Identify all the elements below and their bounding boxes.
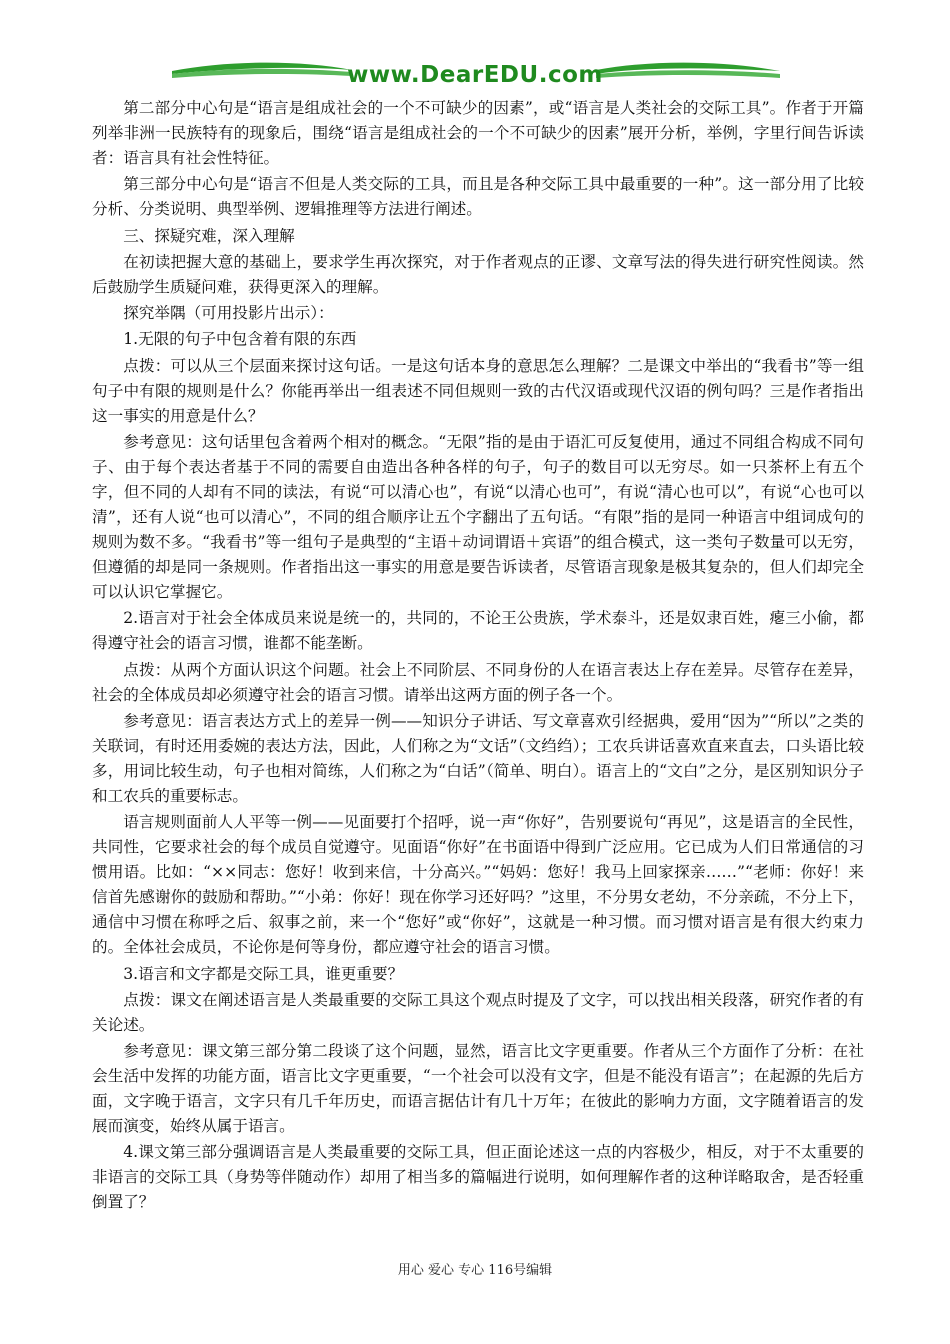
question-heading: 2.语言对于社会全体成员来说是统一的，共同的，不论王公贵族，学术泰斗，还是奴隶百姓，瘪三小偷，都得遵守社会的语言习惯，谁都不能垄断。: [92, 609, 864, 653]
question-heading: 4.课文第三部分强调语言是人类最重要的交际工具，但正面论述这一点的内容极少，相反，对于不太重要的非语言的交际工具（身势等伴随动作）却用了相当多的篇幅进行说明，如何理解作者的这种详略取舍，是否轻重倒置了？: [92, 1143, 864, 1212]
section-heading: 三、探疑究难，深入理解: [123, 226, 295, 245]
paragraph: 参考意见：课文第三部分第二段谈了这个问题，显然，语言比文字更重要。作者从三个方面作了分析：在社会生活中发挥的功能方面，语言比文字更重要，“一个社会可以没有文字，但是不能没有语言”；在起源的先后方面，文字晚于语言，文字只有几千年历史，而语言据估计有几十万年；在彼此的影响力方面，文字随着语言的发展而演变，始终从属于语言。: [92, 1042, 864, 1136]
paragraph: 点拨：课文在阐述语言是人类最重要的交际工具这个观点时提及了文字，可以找出相关段落，研究作者的有关论述。: [92, 990, 864, 1034]
document-body: [92, 96, 864, 1217]
site-logo-text[interactable]: www.DearEDU.com: [347, 62, 603, 88]
paragraph: 参考意见：这句话里包含着两个相对的概念。“无限”指的是由于语汇可反复使用，通过不同组合构成不同句子、由于每个表达者基于不同的需要自由造出各种各样的句子，句子的数目可以无穷尽。如一只茶杯上有五个字，但不同的人却有不同的读法，有说“可以清心也”，有说“以清心也可”，有说“清心也可以”，有说“心也可以清”，还有人说“也可以清心”，不同的组合顺序让五个字翻出了五句话。“有限”指的是同一种语言中组词成句的规则为数不多。“我看书”等一组句子是典型的“主语＋动词谓语＋宾语”的组合模式，这一类句子数量可以无穷，但遵循的却是同一条规则。作者指出这一事实的用意是要告诉读者，尽管语言现象是极其复杂的，但人们却完全可以认识它掌握它。: [92, 433, 864, 602]
paragraph: 在初读把握大意的基础上，要求学生再次探究，对于作者观点的正谬、文章写法的得失进行研究性阅读。然后鼓励学生质疑问难，获得更深入的理解。: [92, 252, 864, 296]
paragraph: 第二部分中心句是“语言是组成社会的一个不可缺少的因素”，或“语言是人类社会的交际工具”。作者于开篇列举非洲一民族特有的现象后，围绕“语言是组成社会的一个不可缺少的因素”展开分析，举例，字里行间告诉读者：语言具有社会性特征。: [92, 99, 864, 167]
question-heading: 3.语言和文字都是交际工具，谁更重要？: [123, 964, 404, 983]
page-footer: 用心 爱心 专心 116号编辑: [397, 1263, 553, 1278]
question-heading: 1.无限的句子中包含着有限的东西: [123, 330, 357, 349]
paragraph: 探究举隅（可用投影片出示）：: [123, 304, 334, 323]
paragraph: 语言规则面前人人平等一例——见面要打个招呼，说一声“你好”，告别要说句“再见”，这是语言的全民性，共同性，它要求社会的每个成员自觉遵守。见面语“你好”在书面语中得到广泛应用。它已成为人们日常通信的习惯用语。比如：“××同志：您好！收到来信，十分高兴。”“妈妈：您好！我马上回家探亲……”“老师：你好！来信首先感谢你的鼓励和帮助。”“小弟：你好！现在你学习还好吗？”这里，不分男女老幼，不分亲疏，不分上下，通信中习惯在称呼之后、叙事之前，来一个“您好”或“你好”，这就是一种习惯。而习惯对语言是有很大约束力的。全体社会成员，不论你是何等身份，都应遵守社会的语言习惯。: [92, 813, 864, 957]
page-header: [0, 0, 950, 100]
paragraph: 参考意见：语言表达方式上的差异一例——知识分子讲话、写文章喜欢引经据典，爱用“因为”“所以”之类的关联词，有时还用委婉的表达方法，因此，人们称之为“文话”（文绉绉）；工农兵讲话喜欢直来直去，口头语比较多，用词比较生动，句子也相对简练，人们称之为“白话”（简单、明白）。语言上的“文白”之分，是区别知识分子和工农兵的重要标志。: [92, 711, 864, 805]
paragraph: 点拨：可以从三个层面来探讨这句话。一是这句话本身的意思怎么理解？二是课文中举出的“我看书”等一组句子中有限的规则是什么？你能再举出一组表述不同但规则一致的古代汉语或现代汉语的例句吗？三是作者指出这一事实的用意是什么？: [92, 356, 864, 425]
paragraph: 点拨：从两个方面认识这个问题。社会上不同阶层、不同身份的人在语言表达上存在差异。尽管存在差异，社会的全体成员却必须遵守社会的语言习惯。请举出这两方面的例子各一个。: [92, 660, 864, 704]
paragraph: 第三部分中心句是“语言不但是人类交际的工具，而且是各种交际工具中最重要的一种”。这一部分用了比较分析、分类说明、典型举例、逻辑推理等方法进行阐述。: [92, 175, 864, 219]
